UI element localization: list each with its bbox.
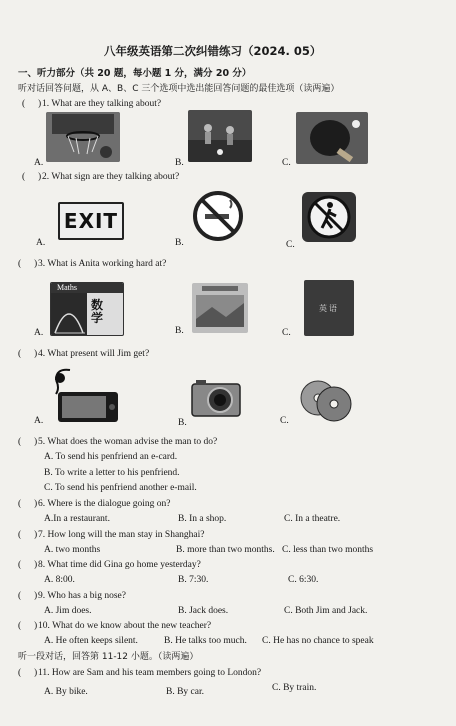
option-label-b: B. — [178, 418, 187, 428]
option-c: C. He has no chance to speak — [262, 636, 374, 646]
answer-paren-close: ) — [34, 621, 38, 631]
option-c: C. less than two months — [282, 545, 374, 555]
answer-paren-close: ) — [34, 259, 38, 269]
cds-picture — [296, 376, 356, 424]
answer-paren-close: ) — [38, 99, 42, 109]
option-label-c: C. — [282, 328, 291, 338]
question-7-text: 7. How long will the man stay in Shanghai? — [38, 530, 205, 540]
option-label-b: B. — [175, 158, 184, 168]
soccer-players-picture — [188, 110, 252, 162]
question-3-text: 3. What is Anita working hard at? — [38, 259, 167, 269]
answer-paren-open: ( — [18, 499, 22, 509]
book-title-en: Maths — [57, 283, 77, 292]
answer-paren-close: ) — [34, 437, 38, 447]
option-label-a: A. — [36, 238, 46, 248]
option-a: A. He often keeps silent. — [44, 636, 138, 646]
digital-camera-picture — [190, 378, 242, 418]
no-smoking-sign-picture — [192, 190, 244, 242]
painting-book-picture — [192, 283, 248, 333]
option-label-b: B. — [175, 238, 184, 248]
answer-paren-close: ) — [34, 591, 38, 601]
question-8-text: 8. What time did Gina go home yesterday? — [38, 560, 201, 570]
question-9-text: 9. Who has a big nose? — [38, 591, 126, 601]
answer-paren-open: ( — [18, 668, 22, 678]
option-b: B. more than two months. — [176, 545, 275, 555]
option-b: B. In a shop. — [178, 514, 227, 524]
option-label-a: A. — [34, 158, 44, 168]
english-book-title: 英语 — [319, 303, 339, 313]
basketball-hoop-picture — [46, 112, 120, 162]
answer-paren-open: ( — [18, 437, 22, 447]
table-tennis-picture — [296, 112, 368, 164]
option-label-b: B. — [175, 326, 184, 336]
option-c: C. Both Jim and Jack. — [284, 606, 368, 616]
answer-paren-open: ( — [18, 560, 22, 570]
answer-paren-close: ) — [34, 499, 38, 509]
answer-paren-open: ( — [22, 172, 26, 182]
answer-paren-open: ( — [18, 621, 22, 631]
answer-paren-close: ) — [34, 530, 38, 540]
option-b: B. 7:30. — [178, 575, 209, 585]
option-label-a: A. — [34, 328, 44, 338]
option-a: A. To send his penfriend an e-card. — [44, 452, 178, 462]
answer-paren-close: ) — [34, 668, 38, 678]
option-label-c: C. — [280, 416, 289, 426]
exit-sign-picture — [58, 202, 124, 240]
option-b: B. He talks too much. — [164, 636, 247, 646]
option-label-c: C. — [282, 158, 291, 168]
english-book-picture — [304, 280, 354, 336]
answer-paren-close: ) — [34, 349, 38, 359]
answer-paren-open: ( — [18, 591, 22, 601]
option-c: C. 6:30. — [288, 575, 319, 585]
answer-paren-close: ) — [34, 560, 38, 570]
page-title: 八年级英语第二次纠错练习（2024. 05） — [104, 44, 322, 58]
answer-paren-open: ( — [22, 99, 26, 109]
option-a: A.In a restaurant. — [44, 514, 110, 524]
answer-paren-open: ( — [18, 349, 22, 359]
option-b: B. By car. — [166, 687, 204, 697]
maths-book-picture — [50, 282, 124, 336]
option-b: B. To write a letter to his penfriend. — [44, 468, 180, 478]
question-1-text: 1. What are they talking about? — [42, 99, 162, 109]
option-a: A. two months — [44, 545, 101, 555]
option-label-a: A. — [34, 416, 44, 426]
option-label-c: C. — [286, 240, 295, 250]
section-heading-listening: 一、听力部分（共 20 题，每小题 1 分，满分 20 分） — [18, 68, 252, 79]
option-c: C. By train. — [272, 683, 317, 693]
no-entry-pedestrian-sign-picture — [300, 190, 358, 244]
answer-paren-close: ) — [38, 172, 42, 182]
question-6-text: 6. Where is the dialogue going on? — [38, 499, 171, 509]
option-a: A. By bike. — [44, 687, 88, 697]
answer-paren-open: ( — [18, 259, 22, 269]
question-10-text: 10. What do we know about the new teacher? — [38, 621, 212, 631]
instruction-text-11-12: 听一段对话，回答第 11-12 小题。（读两遍） — [18, 652, 199, 662]
question-5-text: 5. What does the woman advise the man to do? — [38, 437, 218, 447]
option-c: C. In a theatre. — [284, 514, 341, 524]
mp4-player-picture — [46, 366, 122, 424]
instruction-text: 听对话回答问题，从 A、B、C 三个选项中选出能回答问题的最佳选项（读两遍） — [18, 84, 340, 94]
question-4-text: 4. What present will Jim get? — [38, 349, 150, 359]
option-a: A. 8:00. — [44, 575, 75, 585]
option-c: C. To send his penfriend another e-mail. — [44, 483, 197, 493]
question-2-text: 2. What sign are they talking about? — [42, 172, 180, 182]
question-11-text: 11. How are Sam and his team members going to London? — [38, 668, 262, 678]
exit-sign-text: EXIT — [63, 209, 119, 233]
option-b: B. Jack does. — [178, 606, 229, 616]
book-title-cn: 数学 — [91, 298, 104, 325]
option-a: A. Jim does. — [44, 606, 92, 616]
answer-paren-open: ( — [18, 530, 22, 540]
